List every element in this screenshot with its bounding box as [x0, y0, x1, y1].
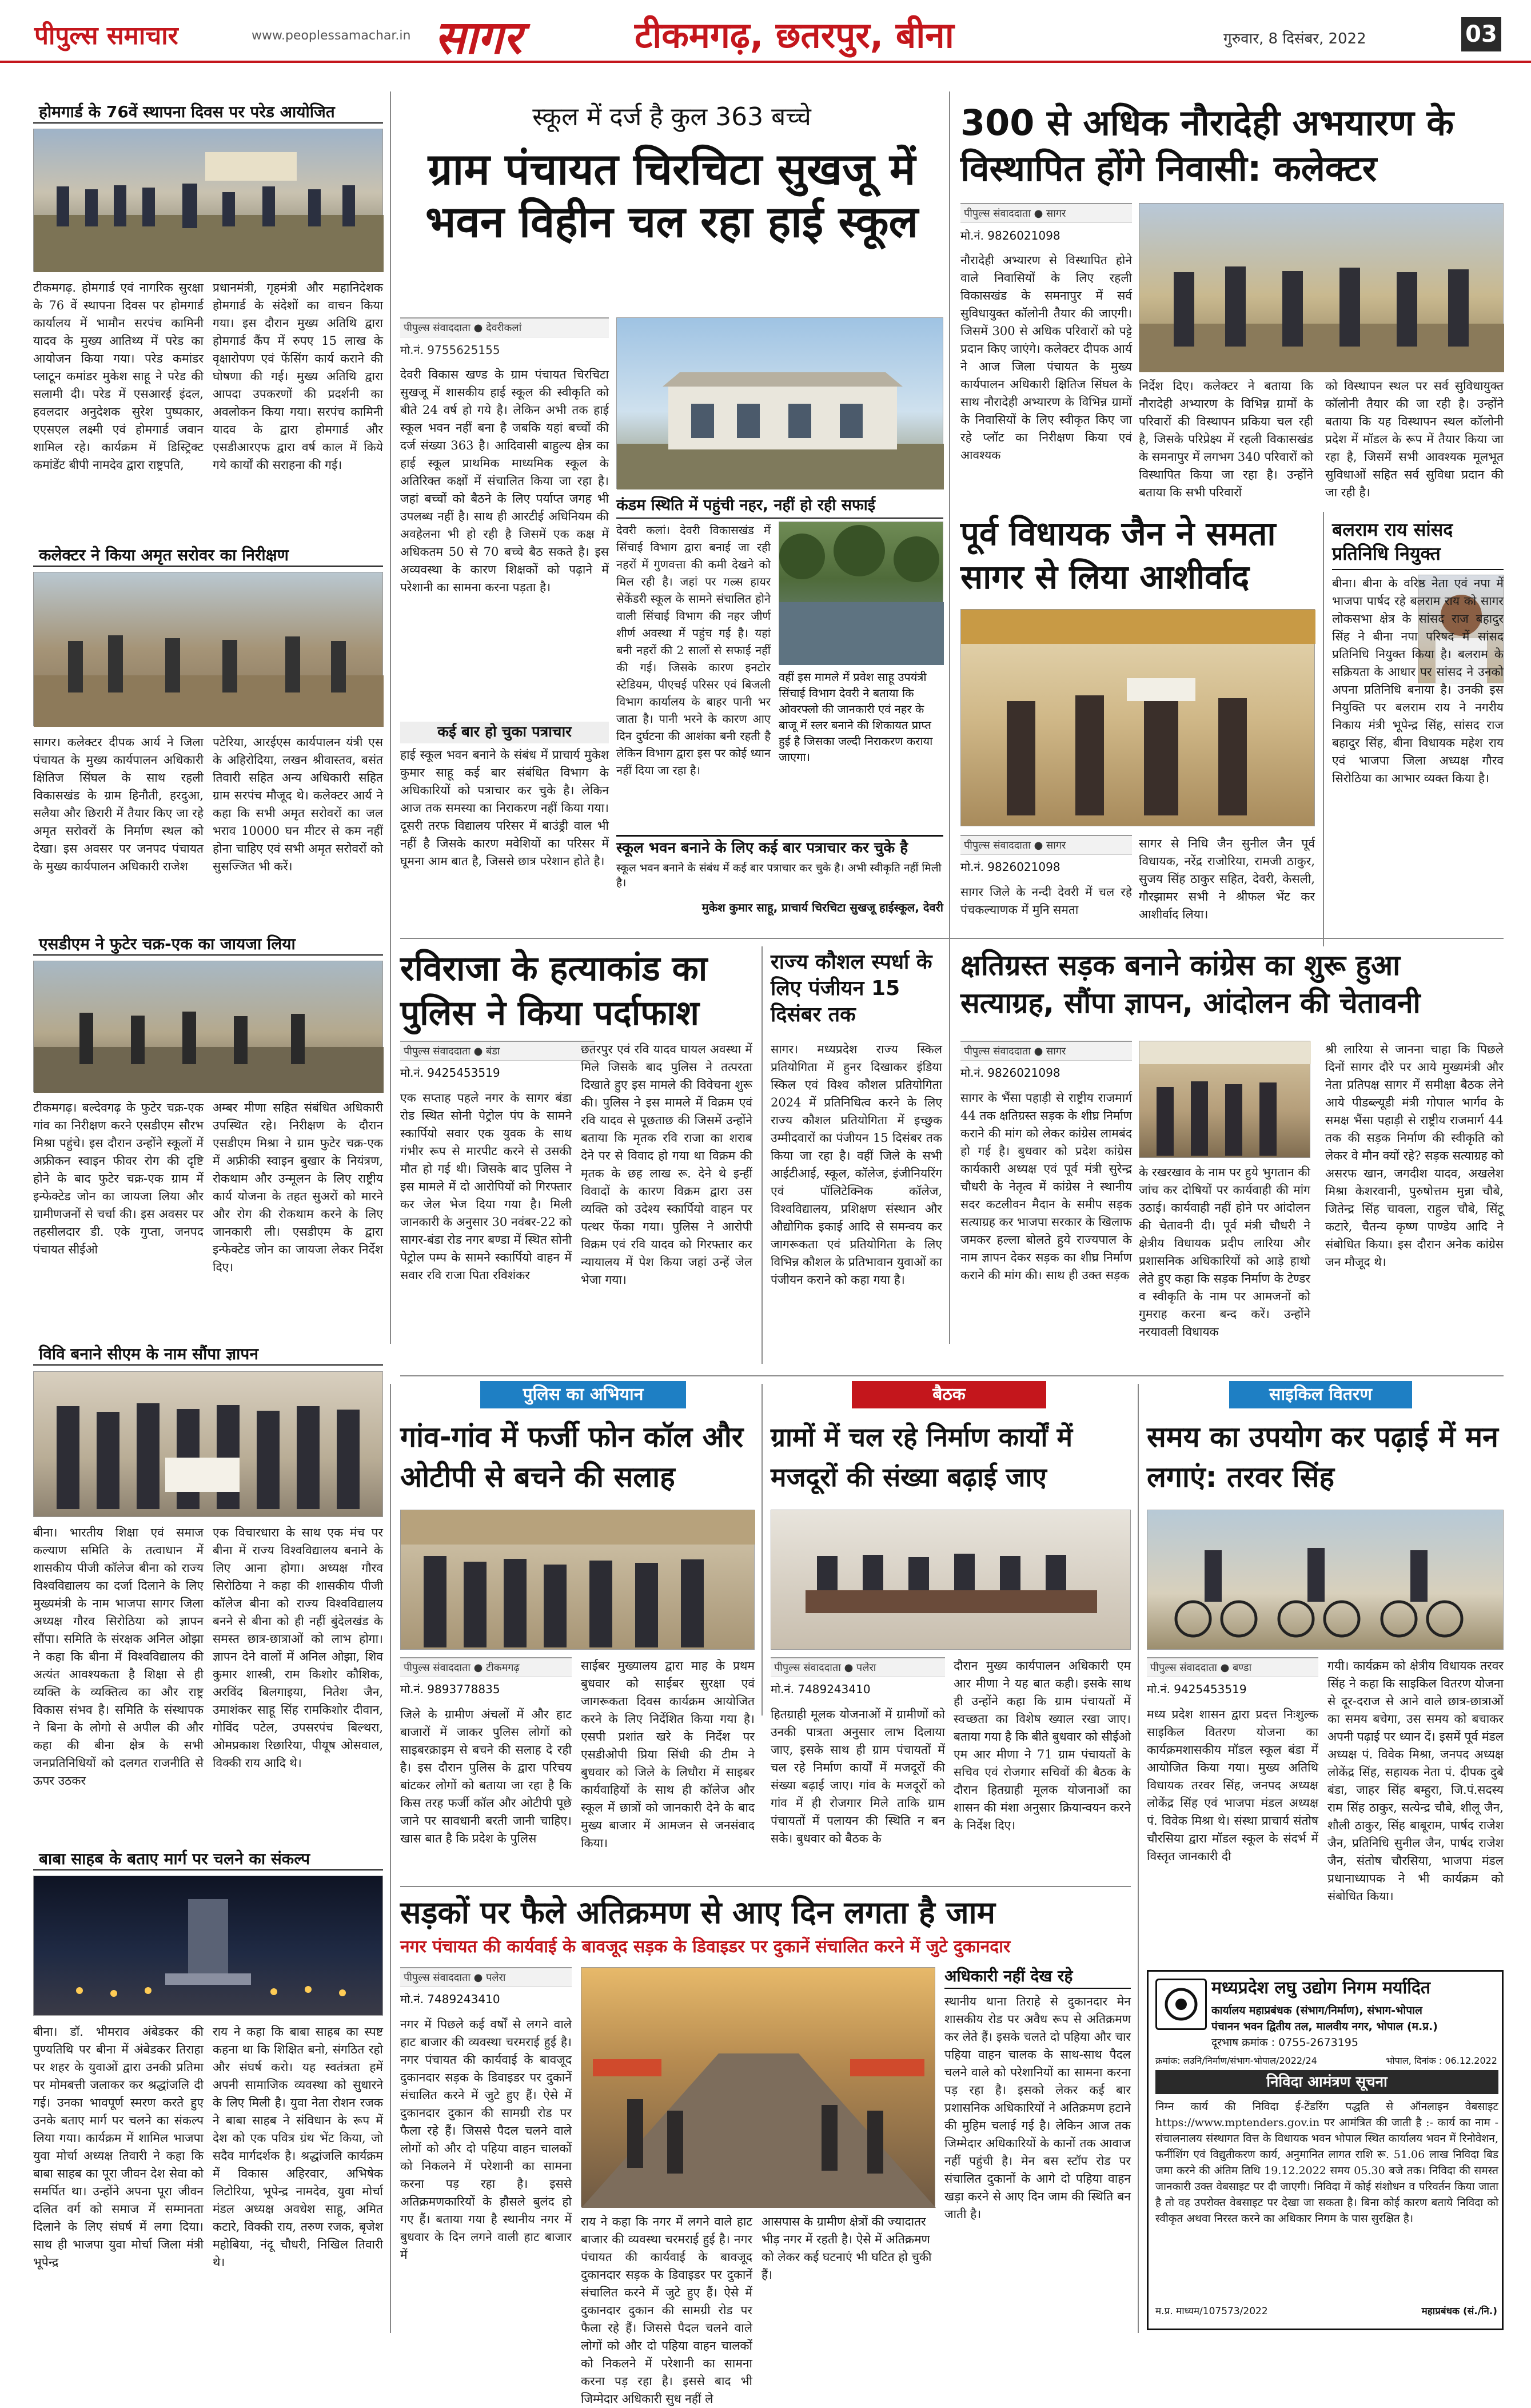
- collector-visit-image: [1139, 204, 1504, 372]
- story-cycle-col2: गयी। कार्यक्रम को क्षेत्रीय विधायक तरवर सिंह ने कहा कि साइकिल वितरण योजना से दूर-दराज से आने वाले छात्र-छात्राओं का समय बचेगा, उस समय को बचाकर अपनी पढ़ाई पर ध्यान दें। इसमें पूर्व मंडल अध्यक्ष पं. विवेक मिश्रा, जनपद अध्यक्ष लोकेंद्र सिंह, सहायक नेता पं. दीपक दुबे बंडा, जाहर सिंह बम्हुरा, जि.पं.सदस्य राम सिंह ठाकुर, सत्येन्द्र चौबे, शीलू जैन, शौली ठाकुर, सिंह बाबूराम, पार्षद राजेश जैन, प्रतिनिधि सुनील जैन, पार्षद राजेश जैन, संतोष चौरसिया, भाजपा मंडल प्रधानाध्यापक ने भी कार्यक्रम को संबोधित किया।: [1327, 1659, 1504, 1903]
- story-school-col1b: हाई स्कूल भवन बनाने के संबंध में प्राचार्य मुकेश कुमार साहू कई बार संबंधित विभाग के अधिकारियों को पत्राचार कर चुके है। लेकिन आज तक समस्या का निराकरण नहीं किया गया। दूसरी तरफ विद्यालय परिसर में बाउंड्री वाल भी नहीं है जिसके कारण मवेशियों का परिसर में घूमना आम बात है, जिससे छात्र परेशान होते है।: [400, 748, 609, 868]
- story-cycle-mobile: मो.नं. 9425453519: [1147, 1682, 1247, 1696]
- story-encroachment-mobile: मो.नं. 7489243410: [400, 1992, 500, 2006]
- story-balram-headline: बलराम राय सांसद प्रतिनिधि नियुक्त: [1332, 518, 1504, 570]
- story-cycle-col1: मध्य प्रदेश शासन द्वारा प्रदत्त निःशुल्क साइकिल वितरण योजना का कार्यक्रमशासकीय मॉडल स्कूल बंडा में आयोजित किया गया। मुख्य अतिथि विधायक तरवर सिंह, जनपद अध्यक्ष लोकेंद्र सिंह एवं भाजपा मंडल अध्यक्ष पं. विवेक मिश्रा थे। संस्था प्राचार्य संतोष चौरसिया द्वारा मॉडल स्कूल के संदर्भ में विस्तृत जानकारी दी: [1147, 1708, 1318, 1863]
- crowded-market-image: [581, 1968, 936, 2208]
- lun-logo-mark: [1157, 1980, 1205, 2028]
- memorandum-photo: [33, 1371, 383, 1517]
- meeting-photo: [771, 1510, 1131, 1650]
- night-statue-image: [34, 1876, 384, 2016]
- story-meeting-mobile: मो.नं. 7489243410: [771, 1682, 871, 1696]
- tender-org: मध्यप्रदेश लघु उद्योग निगम मर्यादित: [1211, 1978, 1431, 1998]
- site-url: www.peoplessamachar.in: [252, 29, 411, 43]
- city-title: सागर: [434, 11, 522, 64]
- row-rule: [400, 1886, 1131, 1887]
- page-number: 03: [1461, 17, 1501, 51]
- group-memorandum-image: [34, 1372, 384, 1518]
- tender-notice: [1147, 1970, 1504, 2330]
- story-school-subhead-letters: कई बार हो चुका पत्राचार: [400, 722, 609, 743]
- story-encroachment-subhead: नगर पंचायत की कार्यवाई के बावजूद सड़क के डिवाइडर पर दुकानें संचालित करने में जुटे दुकानदार: [400, 1937, 1011, 1957]
- story-balram-body: बीना। बीना के वरिष्ठ नेता एवं नपा में भाजपा पार्षद रहे बलराम राय को सागर लोकसभा क्षेत्र के सांसद राज बहादुर सिंह ने बीना नपा परिषद में सांसद प्रतिनिधि नियुक्त किया है। बलराम के सक्रियता के आधार पर सांसद ने उनको अपना प्रतिनिधि बनाया है। उनकी इस नियुक्ति पर बलराम राय ने नगरीय निकाय मंत्री भूपेन्द्र सिंह, सांसद राज बहादुर सिंह, बीना विधायक महेश राय एवं भाजपा जिला अध्यक्ष गौरव सिरोठिया का आभार व्यक्त किया है।: [1332, 576, 1504, 785]
- column-rule: [1323, 512, 1324, 946]
- story-jain-mobile: मो.नं. 9826021098: [960, 860, 1060, 874]
- story-encroachment-byline: पीपुल्स संवाददाता ● पलेरा: [400, 1967, 572, 1987]
- story-jain-byline: पीपुल्स संवाददाता ● सागर: [960, 835, 1132, 855]
- story-canal-col: देवरी कलां। देवरी विकासखंड में सिंचाई विभाग द्वारा बनाई जा रही नहरों में गुणवत्ता की कमी देखने को मिल रही है। जहां पर गल्र्स हायर सेकेंडरी स्कूल के सामने संचालित होने वाली सिंचाई विभाग की नहर जीर्ण शीर्ण अवस्था में पहुंच गई है। यहां बनी नहरों की 2 सालों से सफाई नहीं की गई। जिसके कारण इनटोर स्टेडियम, पीएचई परिसर एवं बिजली विभाग कार्यालय के बाहर पानी भर जाता है। पानी भरने के कारण आए दिन दुर्घटना की आशंका बनी रहती है लेकिन विभाग द्वारा इस पर कोई ध्यान नहीं दिया जा रहा है।: [616, 523, 771, 777]
- story-canal-subhead: कंडम स्थिति में पहुंची नहर, नहीं हो रही सफाई: [616, 496, 943, 519]
- story-jain-headline: पूर्व विधायक जैन ने समता सागर से लिया आशीर्वाद: [960, 514, 1276, 596]
- story-sdm-footer-headline: एसडीएम ने फुटेर चक्र-एक का जायजा लिया: [33, 929, 383, 956]
- story-congress-headline: क्षतिग्रस्त सड़क बनाने कांग्रेस का शुरू हुआ सत्याग्रह, सौंपा ज्ञापन, आंदोलन की चेतावनी: [960, 949, 1421, 1020]
- story-police-col2: साईबर मुख्यालय द्वारा माह के प्रथम बुधवार को साईबर सुरक्षा एवं जागरूकता दिवस कार्यक्रम आयोजित करने के लिए निर्देशित किया गया है। एसपी प्रशांत खरे के निर्देश पर एसडीओपी प्रिया सिंधी की टीम ने बुधवार को जिले के लिधौरा में साइबर कार्यवाहियों के साथ ही कॉलेज और स्कूल में छात्रों को जानकारी देने के बाद मुख्य बाजार में आमजन से जनसंवाद किया।: [581, 1659, 755, 1850]
- story-police-headline: गांव-गांव में फर्जी फोन कॉल और ओटीपी से बचने की सलाह: [400, 1420, 744, 1494]
- story-skill-headline: राज्य कौशल स्पर्धा के लिए पंजीयन 15 दिसंबर तक: [771, 950, 932, 1026]
- quote-attribution: मुकेश कुमार साहू, प्राचार्य चिरचिटा सुखजू हाईस्कूल, देवरी: [701, 901, 943, 914]
- tender-date: भोपाल, दिनांक : 06.12.2022: [1386, 2055, 1497, 2066]
- story-police-byline: पीपुल्स संवाददाता ● टीकमगढ़: [400, 1657, 572, 1677]
- story-sdm-footer-col1: टीकमगढ़। बल्देवगढ़ के फुटेर चक्र-एक गांव का निरीक्षण करने एसडीएम सौरभ मिश्रा पहुंचे। इस दौरान उन्होंने स्कूलों में अफ्रीकन स्वाइन फीवर रोग की दृष्टि होने के बाद फुटेर चक्र-एक ग्राम में इन्फेक्टेड जोन का जायजा लिया और ग्रामीणजनों से चर्चा की। इस अवसर पर तहसीलदार डी. एके गुप्ता, जनपद पंचायत सीईओ: [33, 1101, 204, 1256]
- cycle-distribution-photo: [1147, 1510, 1504, 1650]
- section-label-police: पुलिस का अभियान: [480, 1381, 686, 1408]
- story-police-mobile: मो.नं. 9893778835: [400, 1682, 500, 1696]
- story-raviraja-headline: रविराजा के हत्याकांड का पुलिस ने किया पर्दाफाश: [400, 949, 708, 1033]
- row-rule: [400, 938, 1504, 939]
- column-rule: [949, 91, 950, 1344]
- school-building-image: [617, 318, 944, 489]
- story-raviraja-mobile: मो.नं. 9425453519: [400, 1066, 500, 1080]
- paper-logo: पीपुल्स समाचार: [34, 21, 178, 50]
- story-nauradehi-byline: पीपुल्स संवाददाता ● सागर: [960, 203, 1132, 223]
- protest-image: [1139, 1041, 1311, 1159]
- homeguard-parade-photo: [33, 129, 383, 272]
- tender-phone: दूरभाष क्रमांक : 0755-2673195: [1211, 2036, 1358, 2049]
- issue-date: गुरुवार, 8 दिसंबर, 2022: [1223, 30, 1366, 47]
- canal-photo: [779, 522, 943, 664]
- story-amrit-sarovar-col1: सागर। कलेक्टर दीपक आर्य ने जिला पंचायत के मुख्य कार्यपालन अधिकारी क्षितिज सिंघल के साथ रहली विकासखंड के ग्राम हिनौती, हरदुआ, सलैया और छिरारी में तैयार किए जा रहे अमृत सरोवरों के निर्माण स्थल को देखा। इस अवसर पर जनपद पंचायत के मुख्य कार्यपालन अधिकारी राजेश: [33, 735, 204, 873]
- story-homeguard-col2: प्रधानमंत्री, गृहमंत्री और महानिदेशक होमगार्ड के संदेशों का वाचन किया गया। इस दौरान मुख्य अतिथि द्वारा होमगार्ड कैंप में रुपए 15 लाख के वृक्षारोपण एवं फेंसिंग कार्य कराने की घोषणा की गई। मुख्य अतिथि द्वारा आपदा उपकरणों की प्रदर्शनी का अवलोकन किया गया। सरपंच कामिनी यादव के द्वारा होमगार्ड और एसडीआरएफ द्वारा वर्ष काल में किये गये कार्यों की सराहना की गई।: [213, 281, 383, 472]
- quote-text: स्कूल भवन बनाने के संबंध में कई बार पत्राचार कर चुके है। अभी स्वीकृति नहीं मिली है।: [616, 862, 942, 889]
- site-inspection-image: [34, 572, 384, 727]
- story-raviraja-col2: छतरपुर एवं रवि यादव घायल अवस्था में मिले जिसके बाद पुलिस ने तत्परता दिखाते हुए इस मामले की विवेचना शुरू की। पुलिस ने इस मामले में विक्रम एवं रवि यादव से पूछताछ की जिसमें उन्होंने बताया कि मृतक रवि राजा का शराब देने पर से विवाद हो गया था विक्रम की मृतक के छह लाख रू. देने थे इन्हीं विवादों के कारण विक्रम द्वारा उस व्यक्ति को उदेश्य स्कार्पियो वाहन पर पत्थर फेंका गया। पुलिस ने आरोपी विक्रम एवं रवि यादव को गिरफ्तार कर न्यायालय में पेश किया जहां उन्हें जेल भेजा गया।: [581, 1042, 752, 1287]
- tender-reference: क्रमांक: लउनि/निर्माण/संभाग-भोपाल/2022/24: [1155, 2055, 1317, 2066]
- amrit-sarovar-photo: [33, 572, 383, 726]
- tender-title-bar: निविदा आमंत्रण सूचना: [1155, 2070, 1498, 2094]
- sdm-inspection-photo: [33, 961, 383, 1092]
- story-amrit-sarovar-headline: कलेक्टर ने किया अमृत सरोवर का निरीक्षण: [33, 540, 383, 567]
- story-raviraja-col1: एक सप्ताह पहले नगर के सागर बंडा रोड स्थित सोनी पेट्रोल पंप के सामने स्कार्पियो सवार एक युवक के साथ गंभीर रूप से मारपीट करने से उसकी मौत हो गई थी। जिसके बाद पुलिस ने इस मामले में दो आरोपियों को गिरफ्तार कर जेल भेज दिया गया है। मिली जानकारी के अनुसार 30 नवंबर-22 को सागर-बंडा रोड नगर बण्डा में स्थित सोनी पेट्रोल पम्प के सामने स्कार्पियो वाहन में सवार रवि राजा पिता रविशंकर: [400, 1091, 572, 1282]
- story-ambedkar-col2: राय ने कहा कि बाबा साहब का स्पष्ट कहना था कि शिक्षित बनो, संगठित रहो और संघर्ष करो। यह स्वतंत्रता हमें अपनी सामाजिक व्यवस्था को सुधारने के लिए मिली है। युवा नेता रोशन रजक ने बाबा साहब ने संविधान के रूप में देश को एक पवित्र ग्रंथ भेंट किया, जो सदैव मार्गदर्शक है। श्रद्धांजलि कार्यक्रम में विकास अहिरवार, अभिषेक लिटोरिया, भूपेन्द्र नामदेव, युवा मोर्चा मंडल अध्यक्ष अवधेश साहू, अमित कटारे, विक्की राय, तरुण रजक, बृजेश महोबिया, नंदू चौधरी, निखिल तिवारी थे।: [213, 2025, 383, 2269]
- religious-event-image: [961, 610, 1315, 827]
- story-meeting-headline: ग्रामों में चल रहे निर्माण कार्यों में मजदूरों की संख्या बढ़ाई जाए: [771, 1422, 1073, 1492]
- story-encroachment-sub: अधिकारी नहीं देख रहे: [944, 1967, 1131, 1989]
- story-encroachment-col2: राय ने कहा कि नगर में लगने वाले हाट बाजार की व्यवस्था चरमराई हुई है। नगर पंचायत की कार्यवाई के बावजूद दुकानदार सड़क के डिवाइडर पर दुकानें संचालित करने में जुटे हुए हैं। ऐसे में दुकानदार दुकान की सामग्री रोड पर फैला रहे हैं। जिससे पैदल चलने वाले लोगों को और दो पहिया वाहन चालकों को निकलने में परेशानी का सामना करना पड़ रहा है। इससे बाद भी जिम्मेदार अधिकारी सुध नहीं ले: [581, 2215, 752, 2406]
- story-nauradehi-mobile: मो.नं. 9826021098: [960, 229, 1060, 242]
- story-congress-col3: श्री लारिया से जानना चाहा कि पिछले दिनों सागर दौरे पर आये मुख्यमंत्री और नेता प्रतिपक्ष सागर में समीक्षा बैठक लेने आये पीडब्ल्यूडी मंत्री गोपाल भार्गव के समक्ष भैंसा पहाड़ी से राष्ट्रीय राजमार्ग 44 तक की सड़क निर्माण की स्वीकृति को लेकर वे मौन क्यों रहे? सड़क सत्याग्रह को असरफ खान, जगदीश यादव, अखलेश मिश्रा केशरवानी, पुरुषोत्तम मुन्ना चौबे, जितेन्द्र सिंह चावला, राहुल चौबे, सिंटू कटारे, चैतन्य कृष्ण पाण्डेय आदि ने संबोधित किया। इस दौरान अनेक कांग्रेस जन मौजूद थे।: [1325, 1042, 1504, 1269]
- story-sdm-footer-col2: अम्बर मीणा सहित संबंधित अधिकारी उपस्थित रहे। निरीक्षण के दौरान एसडीएम मिश्रा ने ग्राम फुटेर चक्र-एक में अफ्रीकी स्वाइन बुखार के नियंत्रण, रोकथाम और उन्मूलन के लिए राष्ट्रीय कार्य योजना के तहत सुअरों को मारने और रोग की रोकथाम करने के लिए जानकारी ली। एसडीएम के द्वारा इन्फेक्टेड जोन का जायजा लेकर निर्देश दिए।: [213, 1101, 383, 1274]
- story-encroachment-headline: सड़कों पर फैले अतिक्रमण से आए दिन लगता है जाम: [400, 1894, 995, 1931]
- story-university-col2: एक विचारधारा के साथ एक मंच पर बीना में राज्य विश्वविद्यालय बनाने के लिए आना होगा। अध्यक्ष गौरव सिरोठिया ने कहा की शासकीय पीजी कॉलेज बीना को राज्य विश्वविद्यालय बनने से बीना को ही नहीं बुंदेलखंड के समस्त छात्र-छात्राओं को लाभ होगा। ज्ञापन देने वालों में अनिल ओझा, शिव कुमार शास्त्री, राम किशोर कौशिक, अरविंद बिलगाइया, नितेश जैन, उमाशंकर साहू सिंह रामकिशोर दीवान, गोविंद पटेल, उपसरपंच बिल्थरा, ओमप्रकाश रिछारिया, पीयूष ओसवाल, विक्की राय आदि थे।: [213, 1526, 383, 1770]
- story-jain-col1: सागर जिले के नन्दी देवरी में चल रहे पंचकल्याणक में मुनि समता: [960, 885, 1132, 917]
- story-congress-col1: सागर के भैंसा पहाड़ी से राष्ट्रीय राजमार्ग 44 तक क्षतिग्रस्त सड़क के शीघ्र निर्माण कराने की मांग को लेकर कांग्रेस लामबंद हो गई है। बुधवार को प्रदेश कांग्रेस कार्यकारी अध्यक्ष एवं पूर्व मंत्री सुरेन्द्र चौधरी के नेतृत्व में कांग्रेस ने स्थानीय सदर कटलीवन मैदान के समीप सड़क सत्याग्रह कर भाजपा सरकार के खिलाफ जमकर हल्ला बोलते हुये राज्यपाल के नाम ज्ञापन देकर सड़क का शीघ्र निर्माण कराने की मांग की। साथ ही उक्त सड़क: [960, 1091, 1132, 1282]
- bicycles-image: [1147, 1510, 1504, 1650]
- quote-headline: स्कूल भवन बनाने के लिए कई बार पत्राचार कर चुके है: [616, 839, 908, 857]
- market-jam-photo: [581, 1967, 935, 2207]
- story-school-byline: पीपुल्स संवाददाता ● देवरीकलां: [400, 317, 609, 337]
- story-nauradehi-col1: नौरादेही अभ्यारण से विस्थापित होने वाले निवासियों के लिए रहली विकासखंड के समनापुर में सर्व सुविधायुक्त कॉलोनी तैयार की जाएगी। जिसमें 300 से अधिक परिवारों को पट्टे प्रदान किए जाएंगे। कलेक्टर दीपक आर्य ने आज जिला पंचायत के मुख्य कार्यपालन अधिकारी क्षितिज सिंघल के साथ नौरादेही अभ्यारण के विभिन्न ग्रामों के निवासियों के लिए स्वीकृत किए जा रहे प्लॉट का निरीक्षण किया एवं आवश्यक: [960, 253, 1132, 462]
- story-school-mobile: मो.नं. 9755625155: [400, 343, 500, 357]
- column-rule: [390, 91, 391, 1344]
- police-awareness-photo: [400, 1510, 755, 1650]
- city-list: टीकमगढ़, छतरपुर, बीना: [635, 14, 954, 56]
- candle-tribute-photo: [33, 1876, 383, 2016]
- column-rule: [761, 1384, 763, 1716]
- market-photo-caption: आसपास के ग्रामीण क्षेत्रों की ज्यादातर भीड़ नगर में रहती है। ऐसे में अतिक्रमण को लेकर कई घटनाएं भी घटित हो चुकी हैं।: [761, 2215, 932, 2282]
- section-label-cycle: साइकिल वितरण: [1229, 1381, 1412, 1408]
- masthead: [0, 0, 1531, 63]
- story-ambedkar-col1: बीना। डॉ. भीमराव अंबेडकर की पुण्यतिथि पर बीना में अंबेडकर तिराहा पर शहर के युवाओं द्वारा उनकी प्रतिमा पर मोमबत्ती जलाकर कर श्रद्धांजलि दी गई। उनका भावपूर्ण स्मरण करते हुए उनके बताए मार्ग पर चलने का संकल्प लिया गया। कार्यक्रम में शामिल भाजपा युवा मोर्चा अध्यक्ष तिवारी ने कहा कि बाबा साहब का पूरा जीवन देश सेवा को समर्पित था। उन्होंने अपना पूरा जीवन दलित वर्ग को समाज में सम्मानता दिलाने के लिए संघर्ष में लगा दिया। साथ ही भाजपा युवा मोर्चा जिला मंत्री भूपेन्द्र: [33, 2025, 204, 2269]
- meeting-hall-image: [771, 1510, 1131, 1650]
- story-congress-mobile: मो.नं. 9826021098: [960, 1066, 1060, 1080]
- story-ambedkar-headline: बाबा साहब के बताए मार्ग पर चलने का संकल्प: [33, 1844, 383, 1870]
- column-rule: [1138, 1384, 1139, 2333]
- story-university-col1: बीना। भारतीय शिक्षा एवं समाज कल्याण समिति के तत्वाधान में शासकीय पीजी कॉलेज बीना को राज्य विश्वविद्यालय का दर्जा दिलाने के लिए मुख्यमंत्री के नाम भाजपा सागर जिला अध्यक्ष गौरव सिरोठिया को ज्ञापन सौंपा। समिति के संरक्षक अनिल ओझा ने कहा कि बीना में विश्वविद्यालय की अत्यंत आवश्यकता है शिक्षा से ही व्यक्ति के व्यक्तित्व का और राष्ट्र विकास संभव है। समिति के संस्थापक ने बिना के लोगो से अपील की और कहा की बीना क्षेत्र के सभी जनप्रतिनिधियों को दलगत राजनीति से ऊपर उठकर: [33, 1526, 204, 1788]
- school-building-photo: [616, 317, 943, 489]
- canal-photo-caption: वहीं इस मामले में प्रवेश साहू उपयंत्री सिंचाई विभाग देवरी ने बताया कि ओवरफ्लो की जानकारी एवं नहर के बाजू में स्लर बनाने की शिकायत प्राप्त हुई है जिसका जल्दी निराकरण कराया जाएगा।: [779, 670, 933, 764]
- row-rule: [400, 1375, 1504, 1376]
- story-police-col1: जिले के ग्रामीण अंचलों में और हाट बाजारों में जाकर पुलिस लोगों को साइबरक्राइम से बचने की सलाह दे रही है। इस दौरान पुलिस के द्वारा परिचय बांटकर लोगों को बताया जा रहा है कि किस तरह फर्जी कॉल और ओटीपी पूछे जाने पर सावधानी बरती जानी चाहिए। खास बात है कि प्रदेश के पुलिस: [400, 1708, 572, 1845]
- story-encroachment-col1: नगर में पिछले कई वर्षों से लगने वाले हाट बाजार की व्यवस्था चरमराई हुई है। नगर पंचायत की कार्यवाई के बावजूद दुकानदार सड़क के डिवाइडर पर दुकानें संचालित करने में जुटे हुए हैं। ऐसे में दुकानदार दुकान की सामग्री रोड पर फैला रहे हैं। जिससे पैदल चलने वाले लोगों को और दो पहिया वाहन चालकों को निकलने में परेशानी का सामना करना पड़ रहा है। इससे अतिक्रमणकारियों के हौसले बुलंद हो गए हैं। बताया गया है स्थानीय नगर में बुधवार के दिन लगने वाली हाट बाजार में: [400, 2017, 572, 2262]
- story-school-headline: ग्राम पंचायत चिरचिटा सुखजू में भवन विहीन चल रहा हाई स्कूल: [425, 144, 919, 247]
- story-meeting-byline: पीपुल्स संवाददाता ● पलेरा: [771, 1657, 945, 1677]
- story-jain-col2: सागर से निधि जैन सुनील जैन पूर्व विधायक, नरेंद्र राजोरिया, रामजी ठाकुर, सुजय सिंह ठाकुर सहित, देवरी, केसली, गौरझामर सभी ने श्रीफल भेंट कर आशीर्वाद लिया।: [1139, 837, 1315, 921]
- story-homeguard-headline: होमगार्ड के 76वें स्थापना दिवस पर परेड आयोजित: [33, 97, 383, 124]
- tender-office: कार्यालय महाप्रबंधक (संभाग/निर्माण), संभाग-भोपाल: [1211, 2004, 1422, 2017]
- story-cycle-headline: समय का उपयोग कर पढ़ाई में मन लगाएं: तरवर सिंह: [1147, 1420, 1498, 1494]
- story-skill-body: सागर। मध्यप्रदेश राज्य स्किल प्रतियोगिता में हुनर दिखाकर इंडिया स्किल एवं विश्व कौशल प्रतियोगिता 2024 में प्रतिनिधित्व करने के लिए राज्य कौशल प्रतियोगिता में इच्छुक उम्मीदवारों का पंजीयन 15 दिसंबर तक किया जा रहा है। वहीं जिले के सभी आईटीआई, स्कूल, कॉलेज, इंजीनियरिंग एवं पॉलिटेक्निक कॉलेज, विश्वविद्यालय, प्रशिक्षण संस्थान और औद्योगिक इकाई आदि से समन्वय कर जागरूकता एवं प्रतियोगिता के लिए विभिन्न कौशल के प्रतिभावान युवाओं का पंजीयन कराने को कहा गया है।: [771, 1042, 942, 1287]
- tender-footer-right: महाप्रबंधक (सं./नि.): [1421, 2306, 1497, 2317]
- nauradehi-photo: [1139, 203, 1504, 372]
- tender-footer-left: म.प्र. माध्यम/107573/2022: [1155, 2306, 1268, 2317]
- story-congress-byline: पीपुल्स संवाददाता ● सागर: [960, 1041, 1132, 1061]
- story-nauradehi-col2: निर्देश दिए। कलेक्टर ने बताया कि नौरादेही अभ्यारण के विभिन्न ग्रामों के परिवारों की विस्थापन प्रकिया चल रही है, जिसके परिप्रेक्ष्य में रहली विकासखंड के समनापुर में लगभग 340 परिवारों को विस्थापित किया जा रहा है। उन्होंने बताया कि सभी परिवारों: [1139, 379, 1313, 499]
- story-meeting-col2: दौरान मुख्य कार्यपालन अधिकारी एम आर मीणा ने यह बात कही। इसके साथ ही उन्होंने कहा कि ग्राम पंचायतों में स्वच्छता का विशेष ख्याल रखा जाए। बताया गया है कि बीते बुधवार को सीईओ एम आर मीणा ने 71 ग्राम पंचायतों के सचिव एवं रोजगार सचिवों की बैठक के दौरान हितग्राही मूलक योजनाओं का शासन की मंशा अनुसार क्रियान्वयन करने के निर्देश दिए।: [954, 1659, 1131, 1832]
- police-meeting-image: [401, 1510, 755, 1650]
- village-visit-image: [34, 961, 384, 1093]
- column-rule: [761, 946, 763, 1364]
- story-school-kicker: स्कूल में दर्ज है कुल 363 बच्चे: [532, 102, 811, 132]
- story-meeting-col1: हितग्राही मूलक योजनाओं में ग्रामीणों को उनकी पात्रता अनुसार लाभ दिलाया जाए, इसके साथ ही ग्राम पंचायतों में चल रहे निर्माण कार्यों में मजदूरों की संख्या बढ़ाई जाए। गांव के मजदूरों को गांव में ही रोजगार मिले ताकि ग्राम पंचायतों में पलायन की स्थिति न बन सके। बुधवार को बैठक के: [771, 1708, 945, 1845]
- story-nauradehi-col3: को विस्थापन स्थल पर सर्व सुविधायुक्त कॉलोनी तैयार की जा रही है। उन्होंने बताया कि यह विस्थापन स्थल कॉलोनी प्रदेश में मॉडल के रूप में तैयार किया जा रहा है, जिसमें सभी आवश्यक मूलभूत सुविधाओं सहित सर्व सुविधा प्रदान की जा रही है।: [1325, 379, 1504, 499]
- canal-image: [779, 522, 944, 665]
- parade-scene-image: [34, 129, 384, 272]
- story-homeguard-col1: टीकमगढ़. होमगार्ड एवं नागरिक सुरक्षा के 76 वें स्थापना दिवस पर होमगार्ड कार्यालय में भामौन सरपंच कामिनी यादव के मुख्य आतिथ्य में परेड का आयोजन किया गया। परेड कमांडर प्लाटून कमांडर मुकेश साहू ने परेड की सलामी दी। परेड में एसआरई इंदल, हवलदार अनुदेशक सुरेश पुष्पकार, एएसएल लक्ष्मी एवं होमगार्ड जवान शामिल रहे। कार्यक्रम में डिस्ट्रिक्ट कमांडेंट बीपी नामदेव द्वारा राष्ट्रपति,: [33, 281, 204, 472]
- story-congress-col2: के रखरखाव के नाम पर हुये भुगतान की जांच कर दोषियों पर कार्यवाही की मांग उठाई। कार्यवाही नहीं होने पर आंदोलन की चेतावनी दी। पूर्व मंत्री चौधरी ने क्षेत्रीय विधायक प्रदीप लारिया और प्रशासनिक अधिकारियों को आड़े हाथो लेते हुए कहा कि सड़क निर्माण के टेण्डर व स्वीकृति के नाम पर आमजनों को गुमराह करना बन्द करें। उन्होंने नरयावली विधायक: [1139, 1165, 1310, 1339]
- story-encroachment-col3: स्थानीय थाना तिराहे से दुकानदार मेन शासकीय रोड पर अवैध रूप से अतिक्रमण कर लेते हैं। इसके चलते दो पहिया और चार पहिया वाहन चालक के साथ-साथ पैदल चलने वाले को परेशानियों का सामना करना पड़ रहा है। इसको लेकर कई बार प्रशासनिक अधिकारियों ने अतिक्रमण हटाने की मुहिम चलाई गई है। लेकिन आज तक जिम्मेदार अधिकारियों के कानों तक आवाज नहीं पहुंची है। मेन बस स्टॉप रोड पर संचालित दुकानों के आगे दो पहिया वाहन खड़ा करने से आए दिन जाम की स्थिति बन जाती है।: [944, 1995, 1131, 2221]
- congress-satyagraha-photo: [1139, 1041, 1310, 1158]
- jain-blessing-photo: [960, 609, 1315, 826]
- tender-text: निम्न कार्य की निविदा ई-टेंडरिंग पद्धति से ऑनलाइन वेबसाइट https://www.mptenders.gov.in पर आमंत्रित की जाती है :- कार्य का नाम - संचालनालय संस्थागत वित्त के विधायक भवन भोपाल स्थित कार्यालय भवन में रिनोवेशन, फर्नीशिंग एवं विद्युतीकरण कार्य, अनुमानित लागत राशि रू. 51.06 लाख निविदा बिड जमा करने की अंतिम तिथि 19.12.2022 समय 05.30 बजे तक। निविदा की समस्त जानकारी उक्त वेबसाइट पर दी जाएगी। निविदा में कोई संशोधन व परिवर्तन किया जाता है तो वह उपरोक्त वेबसाइट पर देखा जा सकता है। बिना कोई कारण बताये निविदा को स्वीकृत अथवा निरस्त करने का अधिकार निगम के पास सुरक्षित है।: [1155, 2100, 1498, 2225]
- story-nauradehi-headline: 300 से अधिक नौरादेही अभयारण के विस्थापित होंगे निवासी: कलेक्टर: [960, 102, 1454, 189]
- story-raviraja-byline: पीपुल्स संवाददाता ● बंडा: [400, 1041, 595, 1061]
- story-amrit-sarovar-col2: पटेरिया, आरईएस कार्यपालन यंत्री एस के अहिरोदिया, लखन श्रीवास्तव, बसंत तिवारी सहित अन्य अधिकारी सहित ग्राम सरपंच मौजूद थे। कलेक्टर आर्य ने कहा कि सभी अमृत सरोवरों का जल भराव 10000 घन मीटर से कम नहीं होना चाहिए एवं सभी अमृत सरोवरों को सुसज्जित भी करें।: [213, 735, 383, 873]
- story-university-headline: विवि बनाने सीएम के नाम सौंपा ज्ञापन: [33, 1339, 383, 1366]
- school-quote-box: [616, 835, 943, 921]
- story-cycle-byline: पीपुल्स संवाददाता ● बण्डा: [1147, 1657, 1318, 1677]
- story-school-col1: देवरी विकास खण्ड के ग्राम पंचायत चिरचिटा सुखजू में शासकीय हाई स्कूल की स्वीकृति को बीते 24 वर्ष हो गये है। लेकिन अभी तक हाई स्कूल भवन नहीं बना है जबकि यहां बच्चों की दर्ज संख्या 363 है। आदिवासी बाहुल्य क्षेत्र का हाई स्कूल प्राथमिक माध्यमिक स्कूल के अतिरिक्त कक्षों में संचालित किया जा रहा है। जहां बच्चों को बैठने के लिए पर्याप्त जगह भी उपलब्ध नहीं है। साथ ही आरटीई अधिनियम की अवहेलना भी हो रही है जिसमें एक कक्ष में अधिकतम 50 से 70 बच्चे बैठ सकते है। इस अव्यवस्था के कारण शिक्षकों को पढ़ाने में परेशानी का सामना करना पड़ता है।: [400, 368, 609, 594]
- section-label-meeting: बैठक: [852, 1381, 1046, 1408]
- column-rule: [390, 1384, 391, 2333]
- lun-logo-icon: [1155, 1979, 1207, 2030]
- tender-address: पंचानन भवन द्वितीय तल, मालवीय नगर, भोपाल (म.प्र.): [1211, 2020, 1438, 2033]
